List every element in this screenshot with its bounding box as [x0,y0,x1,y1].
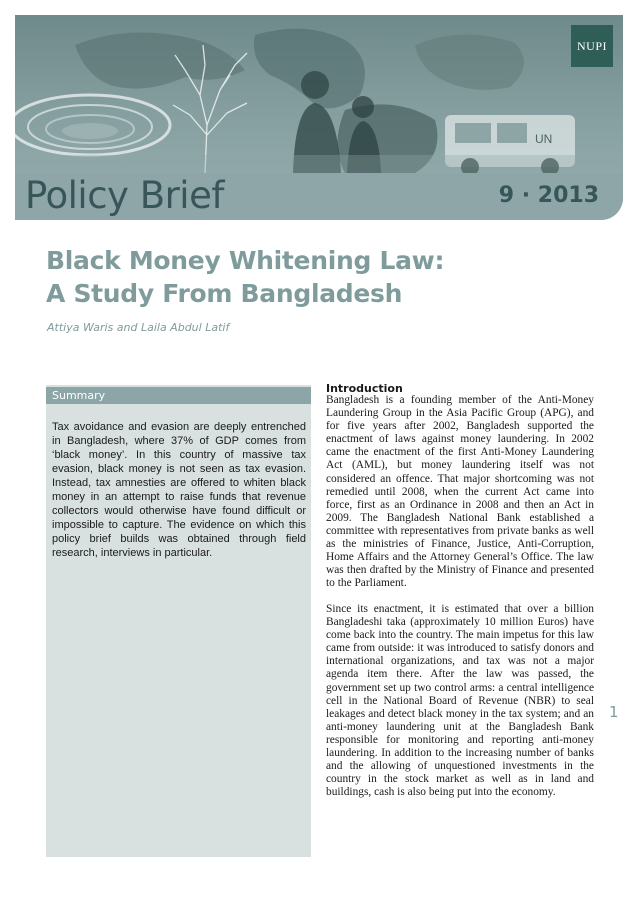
summary-text: Tax avoidance and evasion are deeply entrenched in Bangladesh, where 37% of GDP comes from ‘black money’. In this country of massive tax evasion, black money is not seen as tax evasion. Instead, tax amnesties are offered to whiten black money in an attempt to raise funds that revenue collectors would otherwise have found difficult or impossible to capture. The evidence on which this policy brief builds was obtained through field research, interviews in particular. [52,421,306,559]
header-photo-collage [15,15,623,173]
summary-box [46,385,311,857]
authors: Attiya Waris and Laila Abdul Latif [47,321,230,334]
header-banner [15,15,623,220]
introduction-paragraph-1: Bangladesh is a founding member of the Anti-Money Laundering Group in the Asia Pacific Group (APG), and for five years after 2002, Bangladesh supported the enactment of laws against money laundering. In 2002 came the enactment of the first Anti-Money Laundering Act (AML), but money laundering itself was not considered an offence. That major shortcoming was not remedied until 2008, when the current Act came into force, first as an Ordinance in 2008 and then an Act in 2009. The Bangladesh National Bank established a committee with representatives from private banks as well as the ministries of Finance, Justice, Anti-Corruption, Home Affairs and the Attorney General’s Office. The law was then drafted by the Ministry of Finance and presented to the Parliament. [326,394,594,590]
series-title: Policy Brief [25,174,224,217]
document-title [46,244,606,310]
page-number: 1 [609,703,619,721]
nupi-logo: NUPI [571,25,613,67]
collage-graphic [15,15,623,173]
title-line-1: Black Money Whitening Law: [46,246,445,275]
introduction-paragraph-2: Since its enactment, it is estimated that over a billion Bangladeshi taka (approximately 10 million Euros) have come back into the country. The main impetus for this law came from outside: it was introduced to satisfy donors and international organizations, and tax was not a major agenda item there. After the law was passed, the government set up two control arms: a central intelligence cell in the National Board of Revenue (NBR) to seal leakages and detect black money in the tax system; and an anti-money laundering unit at the Bangladesh Bank responsible for monitoring and reporting anti-money laundering. In addition to the increasing number of banks and the allowing of unquestioned investments in the country in the stock market as well as in land and buildings, cash is also being put into the economy. [326,603,594,799]
issue-number: 9 · 2013 [498,183,599,208]
summary-heading: Summary [46,387,311,404]
introduction-heading: Introduction [326,382,403,395]
vehicle-un-label: UN [535,132,553,146]
title-line-2: A Study From Bangladesh [46,279,403,308]
